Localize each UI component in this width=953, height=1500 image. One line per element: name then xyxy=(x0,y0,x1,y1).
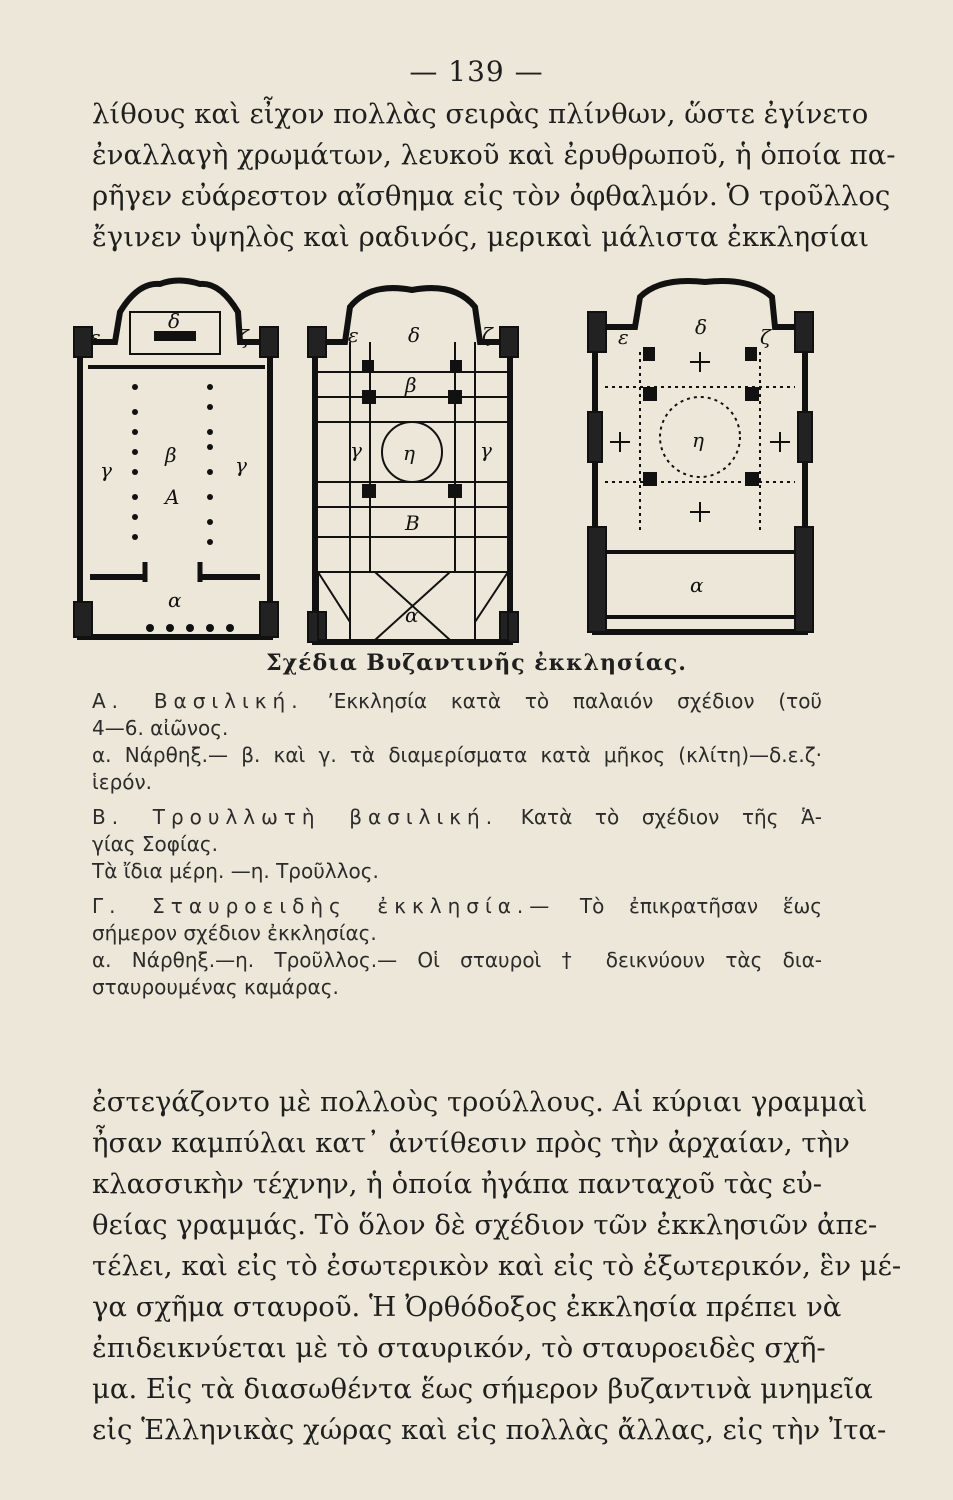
caption-line: γίας Σοφίας. xyxy=(92,832,218,856)
caption-text: Κατὰ τὸ σχέδιον τῆς Ἁ- xyxy=(520,805,822,829)
caption-line: σήμερον σχέδιον ἐκκλησίας. xyxy=(92,921,377,945)
plan-c-label: ζ xyxy=(760,325,771,349)
caption-line: σταυρουμένας καμάρας. xyxy=(92,975,339,999)
text-line: ἐστεγάζοντο μὲ πολλοὺς τρούλλους. Αἱ κύριαι γραμμαὶ xyxy=(92,1086,868,1118)
plan-b-label: α xyxy=(405,603,419,627)
caption-heading: Α. Βασιλική. xyxy=(92,689,304,713)
plan-c-label: δ xyxy=(695,315,708,339)
plan-b-label: ζ xyxy=(482,323,493,347)
text-line: μα. Εἰς τὰ διασωθέντα ἕως σήμερον βυζαντινὰ μνημεῖα xyxy=(92,1373,873,1405)
text-line: θείας γραμμάς. Τὸ ὅλον δὲ σχέδιον τῶν ἐκκλησιῶν ἀπε- xyxy=(92,1209,878,1241)
text-line: ρῆγεν εὐάρεστον αἴσθημα εἰς τὸν ὀφθαλμόν. Ὁ τροῦλλος xyxy=(92,180,891,212)
text-line: ἦσαν καμπύλαι κατ᾽ ἀντίθεσιν πρὸς τὴν ἀρχαίαν, τὴν xyxy=(92,1127,850,1159)
text-line: γα σχῆμα σταυροῦ. Ἡ Ὀρθόδοξος ἐκκλησία πρέπει νὰ xyxy=(92,1291,842,1323)
plan-a-label: α xyxy=(168,588,182,612)
text-line: ἔγινεν ὑψηλὸς καὶ ραδινός, μερικαὶ μάλιστα ἐκκλησίαι xyxy=(92,221,870,253)
caption-heading: Β. Τρουλλωτὴ βασιλική. xyxy=(92,805,499,829)
plan-b-label: Β xyxy=(405,511,420,535)
text-line: λίθους καὶ εἶχον πολλὰς σειρὰς πλίνθων, ὥστε ἐγίνετο xyxy=(92,98,869,130)
plan-a-label: β xyxy=(165,443,177,467)
page-number: — 139 — xyxy=(409,55,544,88)
plan-b-label: γ xyxy=(480,438,492,462)
text-line: ἐναλλαγὴ χρωμάτων, λευκοῦ καὶ ἐρυθρωποῦ, ἡ ὁποία πα- xyxy=(92,139,896,171)
plan-b-label: δ xyxy=(408,323,421,347)
caption-text: ’Εκκλησία κατὰ τὸ παλαιόν σχέδιον (τοῦ xyxy=(327,689,823,713)
plan-c-label: ε xyxy=(618,325,629,349)
figure-caption xyxy=(92,688,822,1001)
text-line: ἐπιδεικνύεται μὲ τὸ σταυρικόν, τὸ σταυροειδὲς σχῆ- xyxy=(92,1332,826,1364)
plan-b-label: η xyxy=(403,441,415,465)
plan-a-label: γ xyxy=(100,458,112,482)
caption-line: ἱερόν. xyxy=(92,770,153,794)
top-paragraph xyxy=(92,94,896,258)
plan-c-label: η xyxy=(692,428,704,452)
plan-a-label: γ xyxy=(235,453,247,477)
bottom-paragraph xyxy=(92,1082,902,1451)
caption-line xyxy=(92,688,822,715)
plan-a-label: ε xyxy=(90,325,101,349)
text-line: κλασσικὴν τέχνην, ἡ ὁποία ἠγάπα πανταχοῦ τὰς εὐ- xyxy=(92,1168,822,1200)
caption-line: 4—6. αἰῶνος. xyxy=(92,716,229,740)
church-plans-figure xyxy=(60,272,820,652)
plan-b-label: β xyxy=(405,373,417,397)
caption-line xyxy=(92,893,822,920)
caption-line xyxy=(92,804,822,831)
caption-line: α. Νάρθηξ.— β. καὶ γ. τὰ διαμερίσματα κατὰ μῆκος (κλίτη)—δ.ε.ζ· xyxy=(92,743,822,767)
plan-a-label: Α xyxy=(165,485,180,509)
plan-a-label: δ xyxy=(168,309,181,333)
plan-b-label: γ xyxy=(350,438,362,462)
text-line: τέλει, καὶ εἰς τὸ ἐσωτερικὸν καὶ εἰς τὸ ἐξωτερικόν, ἓν μέ- xyxy=(92,1250,902,1282)
plan-c-label: α xyxy=(690,573,704,597)
caption-heading: Γ. Σταυροειδὴς ἐκκλησία.— xyxy=(92,894,556,918)
floor-plans-drawing xyxy=(60,272,820,652)
plan-b-label: ε xyxy=(348,323,359,347)
figure-title: Σχέδια Βυζαντινῆς ἐκκλησίας. xyxy=(266,650,687,676)
caption-line: α. Νάρθηξ.—η. Τροῦλλος.— Οἱ σταυροὶ † δεικνύουν τὰς δια- xyxy=(92,948,822,972)
text-line: εἰς Ἑλληνικὰς χώρας καὶ εἰς πολλὰς ἄλλας, εἰς τὴν Ἰτα- xyxy=(92,1414,887,1446)
caption-text: Τὸ ἐπικρατῆσαν ἕως xyxy=(579,894,822,918)
caption-line: Τὰ ἴδια μέρη. —η. Τροῦλλος. xyxy=(92,859,379,883)
plan-a-label: ζ xyxy=(238,325,249,349)
